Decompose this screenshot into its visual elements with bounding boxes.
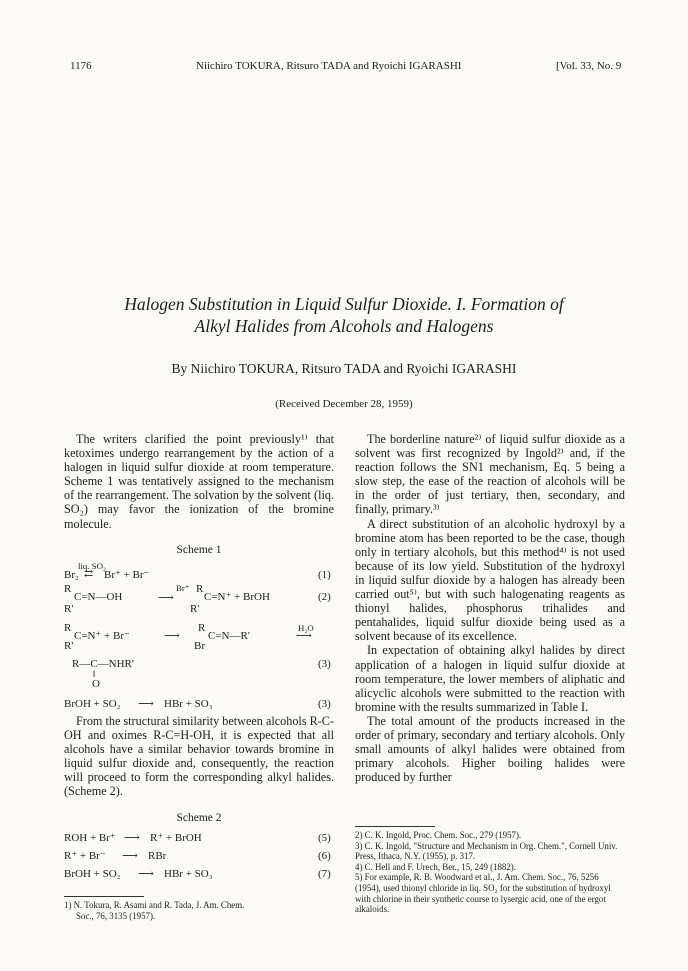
footnote-left: [64, 900, 334, 921]
eq2-number: (2): [318, 591, 331, 603]
eq1-right: Br⁺ + Br⁻: [104, 569, 150, 581]
eq3-water: H₂O: [298, 623, 314, 633]
arrow-icon: ⟶: [124, 832, 140, 844]
scheme-1: [64, 560, 334, 710]
arrow-icon: ⟶: [138, 698, 154, 710]
left-paragraph-1: The writers clarified the point previously¹⁾ that ketoximes undergo rearrangement by the action of a halogen in liquid sulfur dioxide at room temperature. Scheme 1 was tentatively assigned to the mechanism of the rearrangement. The solvation by the solvent (liq. SO₂) may favor the ionization of the bromine molecule.: [64, 432, 334, 531]
running-header-authors: Niichiro TOKURA, Ritsuro TADA and Ryoichi IGARASHI: [196, 60, 462, 72]
volume-label: [Vol. 33, No. 9: [556, 60, 622, 72]
eq1-number: (1): [318, 569, 331, 581]
eq2-r-top: R: [64, 583, 72, 595]
footnote-2: 2) C. K. Ingold, Proc. Chem. Soc., 279 (1957).: [355, 830, 522, 840]
footnote-rule: [64, 896, 144, 897]
eq5-left: ROH + Br⁺: [64, 832, 116, 844]
title-line-2: Alkyl Halides from Alcohols and Halogens: [194, 316, 494, 336]
right-paragraph-4: The total amount of the products increased in the order of primary, secondary and tertiary alcohols. Only small amounts of alkyl halides were obtained from primary alcohols. Higher boiling halides were produced by further: [355, 713, 625, 785]
footnote-3: 3) C. K. Ingold, "Structure and Mechanism in Org. Chem.", Cornell Univ. Press, Ithaca, N.Y. (1955), p. 317.: [355, 840, 618, 862]
eq4-right: HBr + SO₃: [164, 698, 213, 710]
eq4-left: BrOH + SO₂: [64, 698, 121, 710]
eq1-left: Br₂: [64, 569, 79, 581]
right-column: [355, 432, 625, 784]
byline: By Niichiro TOKURA, Ritsuro TADA and Ryoichi IGARASHI: [171, 361, 517, 376]
eq3-left: C=N⁺ + Br⁻: [74, 630, 130, 642]
scheme-2-title: Scheme 2: [176, 812, 222, 824]
footnote-4: 4) C. Hell and F. Urech, Ber., 15, 249 (1882).: [355, 861, 516, 872]
eq6-left: R⁺ + Br⁻: [64, 850, 106, 862]
eq2-reagent: Br⁺: [176, 583, 190, 593]
scheme-2: [64, 832, 334, 892]
eq3-r-bottom: R': [64, 640, 74, 652]
footnote-1-line-2: Soc., 76, 3135 (1957).: [76, 910, 156, 921]
received-date: (Received December 28, 1959): [275, 398, 413, 410]
eq5-number: (5): [318, 832, 331, 844]
scheme-1-title: Scheme 1: [176, 544, 222, 556]
eq5-right: R⁺ + BrOH: [150, 832, 202, 844]
footnote-5: 5) For example, R. B. Woodward et al., J. Am. Chem. Soc., 76, 5256 (1954), used thionyl chloride in liq. SO₂ for the substitution of hydroxyl with chlorine in their synthetic course to lysergic acid, one of the ergot alkaloids.: [355, 872, 611, 915]
arrow-icon: ⟶: [296, 630, 312, 642]
eq3-right: C=N—R': [208, 630, 250, 642]
left-column-continued: [64, 714, 334, 799]
left-paragraph-2: From the structural similarity between alcohols R-C-OH and oximes R-C=H-OH, it is expected that all alcohols have a similar behavior towards bromine in liquid sulfur dioxide and, consequently, the reaction will proceed to form the corresponding alkyl halides. (Scheme 2).: [64, 714, 334, 799]
right-paragraph-3: In expectation of obtaining alkyl halides by direct application of a halogen in liquid sulfur dioxide at room temperature, the lower members of aliphatic and alicyclic alcohols were submitted to the reaction with bromine with the results summarized in Table I.: [355, 643, 625, 714]
arrow-icon: ⟶: [138, 868, 154, 880]
title-line-1: Halogen Substitution in Liquid Sulfur Dioxide. I. Formation of: [124, 294, 564, 314]
eq3-r2-top: R: [198, 622, 206, 634]
arrow-icon: ⟶: [164, 630, 180, 642]
eq3-oxygen: O: [92, 678, 100, 690]
eq2-r2-top: R: [196, 583, 204, 595]
footnote-1-line-1: 1) N. Tokura, R. Asami and R. Tada, J. Am. Chem.: [64, 900, 245, 910]
right-paragraph-2: A direct substitution of an alcoholic hydroxyl by a bromine atom has been reported to be the case, though only in tertiary alcohols, but this method⁴⁾ is not used because of its low yield. Substitution of the hydroxyl in liquid sulfur dioxide by a halogen has already been carried out⁵⁾, but with such halogenating reagents as thionyl halides, phosphorus trihalides and pentahalides, liquid sulfur dioxide being used as a solvent because of its excellence.: [355, 516, 625, 644]
eq2-right: C=N⁺ + BrOH: [204, 591, 270, 603]
page-number: 1176: [70, 60, 92, 72]
eq3-r-top: R: [64, 622, 72, 634]
footnote-rule-right: [355, 826, 435, 827]
eq2-r-bottom: R': [64, 603, 74, 615]
footnotes-right: [355, 830, 625, 915]
article-title: [60, 293, 628, 337]
eq7-right: HBr + SO₃: [164, 868, 213, 880]
left-column: [64, 432, 334, 531]
eq2-r2-bottom: R': [190, 603, 200, 615]
right-paragraph-1: The borderline nature²⁾ of liquid sulfur dioxide as a solvent was first recognized by Ingold²⁾ and, if the reaction follows the SN1 mechanism, Eq. 5 being a slow step, the ease of the reaction of alcohols will be in the order of just tertiary, then, secondary, and finally, primary.³⁾: [355, 432, 625, 517]
double-bond-icon: ‖: [93, 669, 96, 679]
eq6-right: RBr: [148, 850, 167, 862]
arrow-icon: ⟶: [122, 850, 138, 862]
equilibrium-arrow-icon: ⇄: [84, 568, 94, 580]
liq-so2-label: liq. SO₂: [78, 561, 106, 571]
eq6-number: (6): [318, 850, 331, 862]
eq3-number: (3): [318, 658, 331, 670]
eq2-left: C=N—OH: [74, 591, 123, 603]
arrow-icon: ⟶: [158, 592, 174, 604]
eq3-br: Br: [194, 640, 205, 652]
eq3-product: R—C—NHR': [72, 658, 134, 670]
eq7-number: (7): [318, 868, 331, 880]
eq7-left: BrOH + SO₂: [64, 868, 121, 880]
eq4-number: (3): [318, 698, 331, 710]
